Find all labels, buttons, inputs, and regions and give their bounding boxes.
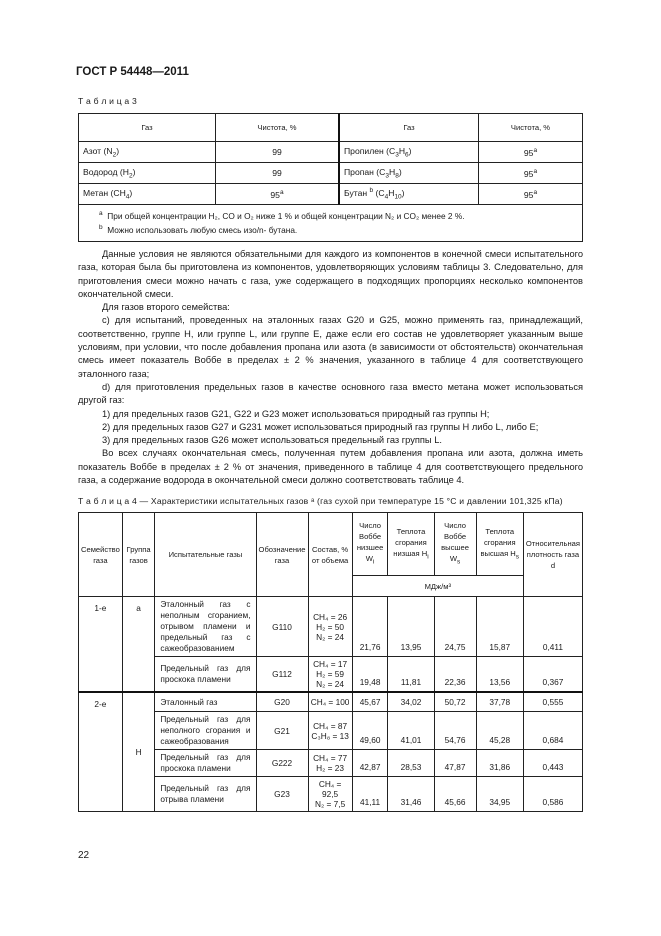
t4-ws: 47,87	[434, 750, 476, 777]
t4-hi: 13,95	[388, 597, 434, 657]
t4-wi: 41,11	[352, 777, 388, 812]
t4-col-group: Группа газов	[122, 513, 154, 597]
t4-hi: 31,46	[388, 777, 434, 812]
t3-value: 99	[216, 163, 340, 184]
table3	[78, 113, 583, 242]
t3-gas-propylene: Пропилен $(C_3H_6)$	[339, 142, 479, 163]
paragraph: Для газов второго семейства:	[102, 302, 230, 313]
t4-col-density: Относительная плотность газа d	[523, 513, 582, 597]
t3-gas-propane: Пропан $(C_3H_8)$	[339, 163, 479, 184]
t4-comp: CH₄ = 77 H₂ = 23	[308, 750, 352, 777]
t3-value: 99	[216, 142, 340, 163]
t4-hs: 45,28	[476, 712, 523, 750]
paragraph: Данные условия не являются обязательными для каждого из компонентов в конечной смеси испытательного газа, которая была бы приготовлена из компонентов, удовлетворяющих условиям таблицы 3. Следовательно, для приготовления смеси можно начать с газа, уже содержащего в подходящих пропорциях несколько компонентов окончательной смеси.	[78, 249, 583, 299]
t3-value: 95$^a$	[216, 184, 340, 205]
paragraph: Во всех случаях окончательная смесь, полученная путем добавления пропана или азота, должна иметь показатель Воббе в пределах ± 2 % от значения, приведенного в таблице 4 для соответствующего предельного газа, а содержание водорода в окончательной смеси должно соответствовать таблице 4.	[78, 448, 583, 486]
t4-d: 0,367	[523, 657, 582, 693]
t4-code: G23	[256, 777, 308, 812]
t4-code: G112	[256, 657, 308, 693]
t3-gas-nitrogen: Азот $(N_2)$	[79, 142, 216, 163]
t3-value: 95$^a$	[479, 184, 583, 205]
t4-col-family: Семейство газа	[79, 513, 123, 597]
t4-comp: CH₄ = 100	[308, 692, 352, 712]
t4-hi: 11,81	[388, 657, 434, 693]
t3-col-purity: Чистота, %	[216, 114, 340, 142]
t3-value: 95$^a$	[479, 163, 583, 184]
t4-wi: 19,48	[352, 657, 388, 693]
t4-gas: Предельный газ для проскока пламени	[155, 657, 256, 693]
t4-wi: 42,87	[352, 750, 388, 777]
t3-footnote-b: $^b$ Можно использовать любую смесь изо/n- бутана.	[99, 223, 298, 235]
t3-col-gas-2: Газ	[339, 114, 479, 142]
paragraph: 3) для предельных газов G26 может использоваться предельный газ группы L.	[102, 435, 442, 446]
t4-ws: 54,76	[434, 712, 476, 750]
body-text	[78, 248, 583, 487]
t4-gas: Предельный газ для проскока пламени	[155, 750, 256, 777]
t4-ws: 22,36	[434, 657, 476, 693]
t4-family: 1-е	[79, 597, 123, 693]
t3-gas-hydrogen: Водород $(H_2)$	[79, 163, 216, 184]
table-row	[79, 142, 583, 163]
t3-value: 95$^a$	[479, 142, 583, 163]
table4-caption: Т а б л и ц а 4 — Характеристики испытательных газов ᵃ (газ сухой при температуре 15 °С и давлении 101,325 кПа)	[78, 496, 563, 506]
t4-hi: 28,53	[388, 750, 434, 777]
t4-hs: 13,56	[476, 657, 523, 693]
t4-code: G222	[256, 750, 308, 777]
t4-wi: 49,60	[352, 712, 388, 750]
t4-group: a	[122, 597, 154, 693]
t3-col-gas: Газ	[79, 114, 216, 142]
t4-code: G110	[256, 597, 308, 657]
document-header: ГОСТ Р 54448—2011	[76, 66, 189, 78]
t4-col-heat-low: Теплота сгорания низшая $H_i$	[388, 513, 434, 576]
t4-col-wobbe-low: Число Воббе низшее $W_i$	[352, 513, 388, 576]
table-row	[79, 597, 583, 657]
t4-code: G20	[256, 692, 308, 712]
t4-d: 0,684	[523, 712, 582, 750]
paragraph: 1) для предельных газов G21, G22 и G23 может использоваться природный газ группы H;	[102, 408, 490, 419]
t4-wi: 45,67	[352, 692, 388, 712]
t4-comp: CH₄ = 92,5 N₂ = 7,5	[308, 777, 352, 812]
t4-ws: 45,66	[434, 777, 476, 812]
table-row	[79, 657, 583, 693]
t4-comp: CH₄ = 26 H₂ = 50 N₂ = 24	[308, 597, 352, 657]
paragraph: 2) для предельных газов G27 и G231 может использоваться природный газ группы H либо L, либо E;	[102, 421, 539, 432]
table-row	[79, 777, 583, 812]
table3-caption: Т а б л и ц а 3	[78, 96, 137, 106]
t4-hs: 34,95	[476, 777, 523, 812]
t4-gas: Предельный газ для отрыва пламени	[155, 777, 256, 812]
t4-code: G21	[256, 712, 308, 750]
t4-gas: Эталонный газ с неполным сгоранием, отрывом пламени и предельный газ с сажеобразованием	[155, 597, 256, 657]
t4-d: 0,411	[523, 597, 582, 657]
t4-hi: 34,02	[388, 692, 434, 712]
t4-col-designation: Обозначение газа	[256, 513, 308, 597]
table-row	[79, 692, 583, 712]
t4-gas: Предельный газ для неполного сгорания и сажеобразования	[155, 712, 256, 750]
t4-ws: 24,75	[434, 597, 476, 657]
table-row	[79, 712, 583, 750]
table-row	[79, 184, 583, 205]
t4-col-heat-high: Теплота сгорания высшая $H_s$	[476, 513, 523, 576]
table-row	[79, 750, 583, 777]
t4-wi: 21,76	[352, 597, 388, 657]
t4-hs: 37,78	[476, 692, 523, 712]
paragraph: d) для приготовления предельных газов в качестве основного газа вместо метана может использоваться другой газ:	[78, 381, 583, 406]
t4-comp: CH₄ = 87 C₃H₈ = 13	[308, 712, 352, 750]
t4-hs: 15,87	[476, 597, 523, 657]
t4-col-wobbe-high: Число Воббе высшее $W_s$	[434, 513, 476, 576]
t4-gas: Эталонный газ	[155, 692, 256, 712]
t3-gas-butane: Бутан $^b$ $(C_4H_{10})$	[339, 184, 479, 205]
t4-d: 0,443	[523, 750, 582, 777]
paragraph: c) для испытаний, проведенных на эталонных газах G20 и G25, можно применять газ, принадлежащий, соответственно, группе H, или группе L, или группе E, даже если его состав не удовлетворяет указанным выше условиям, при условии, что после добавления пропана или азота (в зависимости от обстоятельств) окончательная смесь имеет показатель Воббе в пределах ± 2 % значения, указанного в таблице 4 для соответствующего эталонного газа;	[78, 315, 583, 379]
t4-col-gases: Испытательные газы	[155, 513, 256, 597]
t4-d: 0,586	[523, 777, 582, 812]
t3-gas-methane: Метан $(CH_4)$	[79, 184, 216, 205]
t4-col-composition: Состав, % от объема	[308, 513, 352, 597]
table-row	[79, 163, 583, 184]
t4-family: 2-е	[79, 692, 123, 812]
t4-group: H	[122, 692, 154, 812]
t4-comp: CH₄ = 17 H₂ = 59 N₂ = 24	[308, 657, 352, 693]
table4	[78, 512, 583, 812]
t3-footnote-a: $^a$ При общей концентрации H₂, CO и O₂ ниже 1 % и общей концентрации N₂ и CO₂ менее 2 %.	[99, 210, 465, 221]
t3-footnotes	[79, 205, 583, 242]
t4-units: МДж/м³	[352, 576, 523, 597]
page-number: 22	[78, 850, 90, 861]
t4-hi: 41,01	[388, 712, 434, 750]
t4-d: 0,555	[523, 692, 582, 712]
t4-ws: 50,72	[434, 692, 476, 712]
t4-hs: 31,86	[476, 750, 523, 777]
t3-col-purity-2: Чистота, %	[479, 114, 583, 142]
